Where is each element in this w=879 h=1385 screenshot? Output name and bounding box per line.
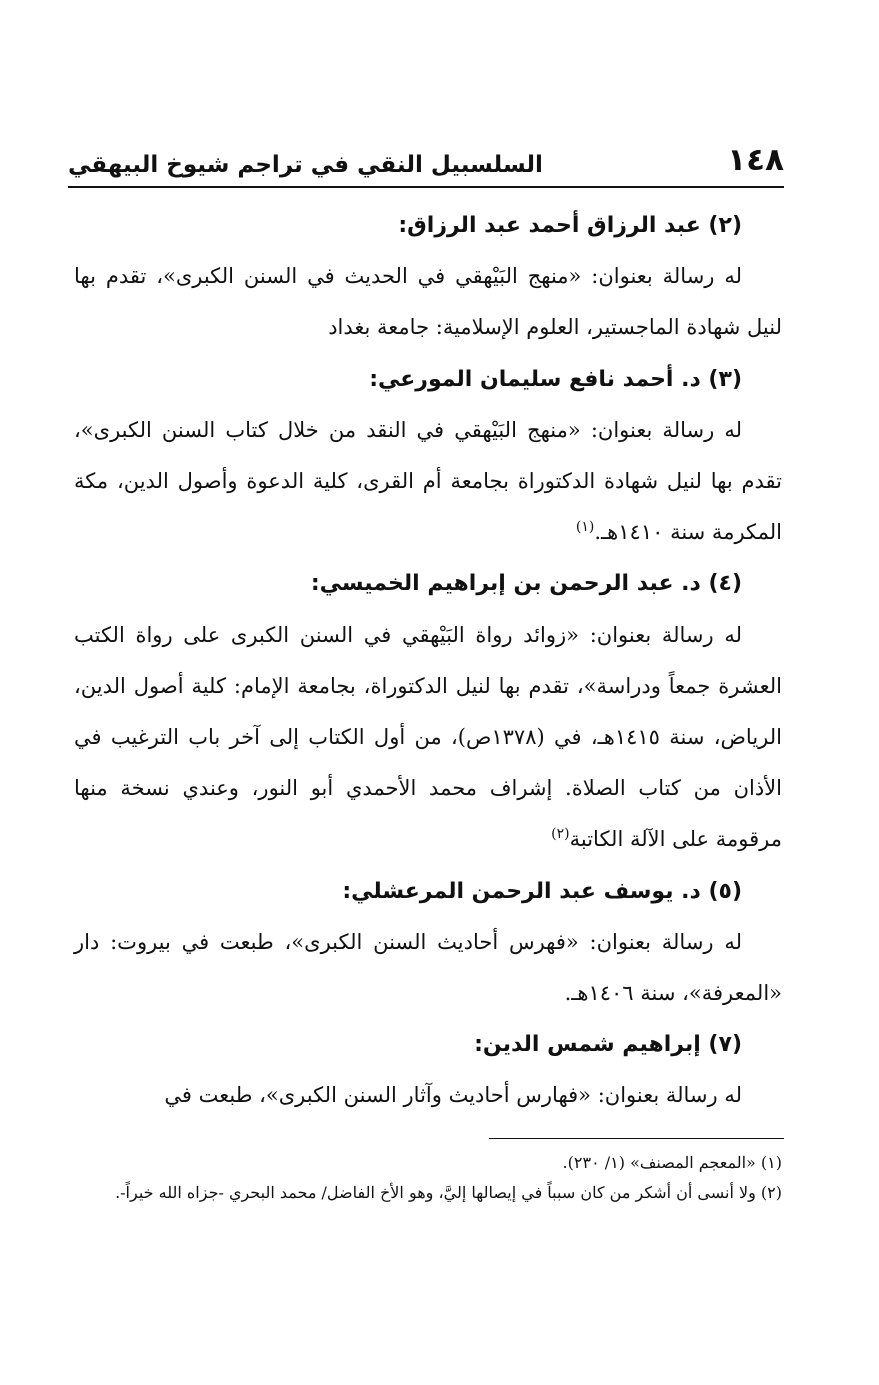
footnote: (١) «المعجم المصنف» (١/ ٢٣٠). [562,1153,782,1172]
footnote-reference[interactable]: (٢) [551,826,570,843]
running-header [68,138,784,188]
paragraph-text: له رسالة بعنوان: «منهج البَيْهقي في النقد من خلال كتاب السنن الكبرى»، تقدم بها لنيل شهادة الدكتوراة بجامعة أم القرى، كلية الدعوة وأصول الدين، مكة المكرمة سنة ١٤١٠هـ. [74,417,782,545]
footnote: (٢) ولا أنسى أن أشكر من كان سبباً في إيصالها إليَّ، وهو الأخ الفاضل/ محمد البحري -جزاه الله خيراً-. [115,1183,782,1202]
section-paragraph [74,405,782,559]
section-paragraph [74,1070,782,1121]
section-heading: (٥) د. يوسف عبد الرحمن المرعشلي: [342,878,742,904]
paragraph-text: له رسالة بعنوان: «زوائد رواة البَيْهقي في السنن الكبرى على رواة الكتب العشرة جمعاً ودراسة»، تقدم بها لنيل الدكتوراة، بجامعة الإمام: كلية أصول الدين، الرياض، سنة ١٤١٥هـ، في (١٣٧٨ص)، من أول الكتاب إلى آخر باب الترغيب في الأذان من كتاب الصلاة. إشراف محمد الأحمدي أبو النور، وعندي نسخة منها مرقومة على الآلة الكاتبة [74,622,782,852]
paragraph-text: له رسالة بعنوان: «فهرس أحاديث السنن الكبرى»، طبعت في بيروت: دار «المعرفة»، سنة ١٤٠٦هـ. [74,929,782,1006]
book-title: السلسبيل النقي في تراجم شيوخ البيهقي [68,152,543,178]
section-heading: (٢) عبد الرزاق أحمد عبد الرزاق: [398,213,742,238]
paragraph-text: له رسالة بعنوان: «منهج البَيْهقي في الحديث في السنن الكبرى»، تقدم بها لنيل شهادة الماجستير، العلوم الإسلامية: جامعة بغداد [74,264,782,340]
paragraph-text: له رسالة بعنوان: «فهارس أحاديث وآثار السنن الكبرى»، طبعت في [164,1083,742,1108]
footnote-reference[interactable]: (١) [575,519,595,536]
footnote-divider [489,1138,784,1139]
section-paragraph [74,251,782,353]
footnotes [74,1148,782,1208]
main-text [74,200,782,1122]
section-paragraph [74,610,782,866]
section-heading: (٧) إبراهيم شمس الدين: [474,1032,742,1058]
section-heading: (٣) د. أحمد نافع سليمان المورعي: [369,366,742,392]
page-number: ١٤٨ [727,142,784,178]
section-paragraph [74,917,782,1019]
section-heading: (٤) د. عبد الرحمن بن إبراهيم الخميسي: [310,571,742,597]
